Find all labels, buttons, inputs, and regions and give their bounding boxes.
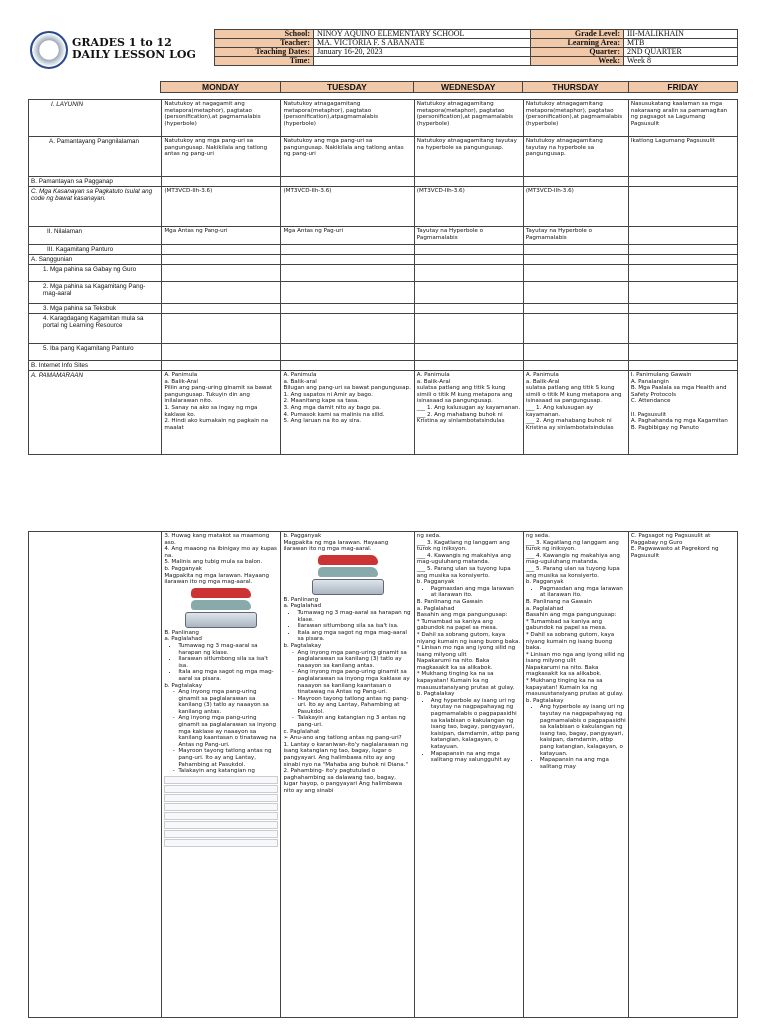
layunin-tue: Natutukoy atnagagamitang metapora(metaphor), pagtatao (personification),atpagmamalabis (hyperbole) [281,100,414,137]
pamamaraan-thu: A. Panimula a. Balik-Aral sulatsa patlang ang titik S kung simili o titik M kung metapora ang isinasaad sa pangungusap. ___ 1. Ang kalusugan ay kayamanan. ___ 2. Ang mahabang buhok ni Kristina ay sinlambotatsindulas [523,371,628,455]
pamamaraan-mon: A. Panimula a. Balik-Aral Piliin ang pang-uring ginamit sa bawat pangungusap. Tukuyin din ang inilalarawan nito. 1. Sanay na ako sa ingay ng mga kaklase ko. 2. Hindi ako kumakain ng pagkain na maalat [162,371,281,455]
wed-panlinang: B. Panlinang na Gawain a. Paglalahad Basahin ang mga pangungusap: * Tumambad sa kaniya ang gabundok na papel sa mesa. * Dahil sa sobrang gutom, kaya niyang kumain ng isang buong baka. * Linisan mo nga ang iyong silid ng isang milyong ulit Napakarumi na nito. Baka magkasakit ka sa alikabok. * Mukhang tinging ka na sa kapayatan! Kumain ka ng masusustansiyang prutas at gulay. b. Pagtalakay [416,598,521,698]
label-karagdagang: 4. Karagdagang Kagamitan mula sa portal ng Learning Resource [29,314,162,344]
tue-cont-top: b. Pagganyak Magpakita ng mga larawan. Hayaang ilarawan ito ng mga mag-aaral. [283,533,389,553]
tue-panlinang: B. Panlinang a. Paglalahad [283,596,322,610]
row-internet [29,361,738,371]
pamantayan-fri: Ikatlong Lagumang Pagsusulit [628,137,737,177]
row-kagamitang-pang-mag-aaral [29,282,738,304]
pamamaraan-wed: A. Panimula a. Balik-Aral sulatsa patlang ang titik S kung simili o titik M kung metapora ang isinasaad sa pangungusap. ___ 1. Ang kalusugan ay kayamanan. ___ 2. Ang mahabang buhok ni Kristina ay sinlambotatsindulas [414,371,523,455]
nilalaman-tue: Mga Antas ng Pag-uri [281,227,414,245]
tue-dash-item: - Ang inyong mga pang-uring ginamit sa paglalarawan sa inyong mga kaklase ay naaayon sa kanilang kaantasan o tinatawag na Antas ng Pang-uri. [297,669,411,695]
day-friday: FRIDAY [628,82,737,93]
pamantayan-mon: Natutukoy ang mga pang-uri sa pangungusap. Nakikilala ang tatlong antas ng pang-uri [162,137,281,177]
title-line-1: GRADES 1 to 12 [72,36,172,49]
van-image [185,612,257,628]
day-wednesday: WEDNESDAY [414,82,523,93]
dates-value: January 16-20, 2023 [314,48,531,57]
layunin-mon: Natutukoy at nagagamit ang metapora(metaphor), pagtatao (personification),at pagmamalabis (hyperbole) [162,100,281,137]
nilalaman-mon: Mga Antas ng Pang-uri [162,227,281,245]
day-thursday: THURSDAY [523,82,628,93]
week-label: Week: [531,57,624,66]
label-internet: B. Internet Info Sites [29,361,162,371]
page2-tue [281,532,414,1018]
layunin-wed: Natutukoy atnagagamitang metapora(metaphor), pagtatao (personification),at pagmamalabis (hyperbole) [414,100,523,137]
quarter-value: 2ND QUARTER [624,48,738,57]
row-karagdagang [29,314,738,344]
page2-thu [523,532,628,1018]
lesson-table-page-two [28,531,738,1018]
label-gabay: 1. Mga pahina sa Gabay ng Guro [29,265,162,282]
pamantayan-thu: Natutukoy atnagagamitang tayutay na hyperbole sa pangungusap. [523,137,628,177]
wed-cont-top: ng seda. ___ 3. Kagatlang ng langgam ang turok ng iniksyon. ___ 4. Kawangis ng makahiya ang mag-uguluhang matanda. ___ 5. Parang ulan sa tuyong lupa ang musika sa konsiyerto. b. Pagganyak [416,533,511,586]
car-images-tue [283,555,411,595]
day-monday: MONDAY [161,82,280,93]
row-teksbuk [29,304,738,314]
nilalaman-thu: Tayutay na Hyperbole o Pagmamalabis [523,227,628,245]
title-line-2: DAILY LESSON LOG [72,48,196,61]
time-label: Time: [215,57,314,66]
row-kagamitan [29,245,738,255]
page2-fri: C. Pagsagot ng Pagsusulit at Paggabay ng Guro E. Pagwawasto at Pagrekord ng Pagsusulit [628,532,737,1018]
label-sanggunian: A. Sanggunian [29,255,162,265]
silver-car-image [318,567,378,577]
page2-mon [162,532,281,1018]
area-value: MTB [624,39,738,48]
document-title [72,37,196,61]
wed-bullet: • Ang hyperbole ay isang uri ng tayutay na nagpapahayag ng pagmamalabis o pagpapasidhi sa kalabisan o kakulangan ng isang tao, bagay, pangyayari, kaisipan, damdamin, atbp pang katangian, kalagayan, o katayuan. [431,698,521,751]
row-pagganap [29,177,738,187]
header-info-table [214,29,738,66]
tue-list-item: • Itala ang mga sagot ng mga mag-aaral sa pisara. [297,630,411,643]
mon-dash-item: - Mayroon tayong tatlong antas ng pang-uri. Ito ay ang Lantay, Pahambing at Pasukdol. [178,748,278,768]
label-layunin: I. LAYUNIN [29,100,162,137]
label-kagamitan: III. Kagamitang Panturo [29,245,162,255]
page2-wed [414,532,523,1018]
car-images-mon [164,588,278,628]
label-kasanayan: C. Mga Kasanayan sa Pagkatuto Isulat ang code ng bawat kasanayan. [29,187,162,227]
red-car-image [318,555,378,565]
row-pamamaraan [29,371,738,455]
layunin-thu: Natutukoy atnagagamitang metapora(metaphor), pagtatao (personification),at pagmamalabis (hyperbole) [523,100,628,137]
mon-pagtalakay: b. Pagtalakay [164,682,203,689]
thu-bullet: • Mapapansin na ang mga salitang may [540,757,626,770]
tue-pagtalakay: b. Pagtalakay [283,642,322,649]
row-gabay [29,265,738,282]
row-layunin [29,100,738,137]
pamantayan-wed: Natutukoy atnagagamitang tayutay na hyperbole sa pangungusap. [414,137,523,177]
teacher-label: Teacher: [215,39,314,48]
school-value: NINOY AQUINO ELEMENTARY SCHOOL [314,30,531,39]
mon-dash-item: - Talakayin ang katangian ng [178,768,278,775]
time-value [314,57,531,66]
thu-bullet: • Ang hyperbole ay isang uri ng tayutay na nagpapahayag ng pagmamalabis o pagpapasidhi sa kalabisan o kakulangan ng isang tao, bagay, pangyayari, kaisipan, damdamin, atbp pang katangian, kalagayan, o katayuan. [540,704,626,757]
kasanayan-mon: (MT3VCD-IIh-3.6) [162,187,281,227]
grade-label: Grade Level: [531,30,624,39]
nilalaman-fri [628,227,737,245]
pamantayan-tue: Natutukoy ang mga pang-uri sa pangungusap. Nakikilala ang tatlong antas ng pang-uri [281,137,414,177]
nilalaman-wed: Tayutay na Hyperbole o Pagmamalabis [414,227,523,245]
grade-value: III-MALIKHAIN [624,30,738,39]
van-image [312,579,384,595]
tue-dash-item: - Mayroon tayong tatlong antas ng pang-uri. Ito ay ang Lantay, Pahambing at Pasukdol. [297,696,411,716]
quarter-label: Quarter: [531,48,624,57]
tue-dash-item: - Ang inyong mga pang-uring ginamit sa paglalarawan sa kanilang (3) tatlo ay naaayon sa kanilang antas. [297,650,411,670]
thu-bullet: • Pagmasdan ang mga larawan at ilarawan ito. [540,586,626,599]
day-header-row [28,81,738,93]
wed-bullet: • Pagmasdan ang mga larawan at ilarawan ito. [431,586,521,599]
tue-dash-item: - Talakayin ang katangian ng 3 antas ng pang-uri. [297,715,411,728]
silver-car-image [191,600,251,610]
day-tuesday: TUESDAY [280,82,413,93]
area-label: Learning Area: [531,39,624,48]
row-pamantayan [29,137,738,177]
pamamaraan-fri: I. Panimulang Gawain A. Panalangin B. Mga Paalala sa mga Health and Safety Protocols C. Attendance II. Pagsusulit A. Paghahanda ng mga Kagamitan B. Pagbibigay ng Panuto [628,371,737,455]
label-kagamitang-pang-mag-aaral: 2. Mga pahina sa Kagamitang Pang-mag-aaral [29,282,162,304]
school-label: School: [215,30,314,39]
kasanayan-thu: (MT3VCD-IIh-3.6) [523,187,628,227]
thu-panlinang: B. Panlinang na Gawain a. Paglalahad Basahin ang mga pangungusap: * Tumambad sa kaniya ang gabundok na papel sa mesa. * Dahil sa sobrang gutom, kaya niyang kumain ng isang buong baka. * Linisan mo nga ang iyong silid ng isang milyong ulit Napakarumi na nito. Baka magkasakit ka sa alikabok. * Mukhang tinging ka na sa kapayatan! Kumain ka ng masusustansiyang prutas at gulay. b. Pagtalakay [525,598,625,704]
mon-list-item: • Itala ang mga sagot ng mga mag-aaral sa pisara. [178,669,278,682]
thu-cont-top: ng seda. ___ 3. Kagatlang ng langgam ang turok ng iniksyon. ___ 4. Kawangis ng makahiya ang mag-uguluhang matanda. ___ 5. Parang ulan sa tuyong lupa ang musika sa konsiyerto. b. Pagganyak [525,533,620,586]
mon-panlinang: B. Panlinang a. Paglalahad [164,629,202,643]
label-pamantayan: A. Pamantayang Pangnilalaman [29,137,162,177]
embedded-worksheet-image [164,776,278,847]
tue-list-item: • Tumawag ng 3 mag-aaral sa harapan ng klase. [297,610,411,623]
label-pagganap: B. Pamantayan sa Pagganap [29,177,162,187]
label-iba-pang: 5. Iba pang Kagamitang Panturo [29,344,162,361]
row-kasanayan [29,187,738,227]
wed-bullet: • Mapapansin na ang mga salitang may salungguhit ay [431,751,521,764]
label-teksbuk: 3. Mga pahina sa Teksbuk [29,304,162,314]
layunin-fri: Nasusukatang kaalaman sa mga nakaraang aralin sa pamamagitan ng pagsagot sa Lagumang Pagsusulit [628,100,737,137]
mon-list-item: • Tumawag ng 3 mag-aaral sa harapan ng klase. [178,643,278,656]
row-nilalaman [29,227,738,245]
lesson-table [28,99,738,455]
label-pamamaraan: A. PAMAMARAAN [29,371,162,455]
mon-list-item: • Ilarawan sitlumbong sila sa isa't isa. [178,656,278,669]
tue-list-item: • Ilarawan sitlumbong sila sa isa't isa. [297,623,411,630]
row-iba-pang [29,344,738,361]
mon-dash-item: - Ang inyong mga pang-uring ginamit sa paglalarawan sa inyong mga kaklase ay naaayon sa kanilang kaantasan o tinatawag na Antas ng Pang-uri. [178,715,278,748]
mon-dash-item: - Ang inyong mga pang-uring ginamit sa paglalarawan sa kanilang (3) tatlo ay naaayon sa kanilang antas. [178,689,278,715]
kasanayan-fri [628,187,737,227]
mon-cont-top: 3. Huwag kang matakot sa maamong aso. 4. Ang maaong na ibinigay mo ay kupas na. 5. Malinis ang tubig mula sa balon. b. Pagganyak Magpakita ng mga larawan. Hayaang ilarawan ito ng mga mag-aaral. [164,533,277,586]
dates-label: Teaching Dates: [215,48,314,57]
red-car-image [191,588,251,598]
kasanayan-wed: (MT3VCD-IIh-3.6) [414,187,523,227]
kasanayan-tue: (MT3VCD-IIh-3.6) [281,187,414,227]
teacher-value: MA. VICTORIA F. S ABANATE [314,39,531,48]
day-header-spacer [28,82,161,93]
week-value: Week 8 [624,57,738,66]
label-nilalaman: II. Nilalaman [29,227,162,245]
row-sanggunian [29,255,738,265]
tue-paglalahat: c. Paglalahat ➢ Anu-ano ang tatlong antas ng pang-uri? 1. Lantay o karaniwan-ito'y naglalarawan ng isang katangian ng tao, bagay, lugar o pangyayari. Ang halimbawa nito ay ang sinabi nyo na "Mahaba ang buhok ni Diana." 2. Pahambing- ito'y pagtutulad o paghahambing sa dalawang tao, bagay, lugar hayop, o pangyayari Ang halimbawa nito ay ang sinabi [283,728,409,794]
page2-label-cell [29,532,162,1018]
pamamaraan-tue: A. Panimula a. Balik-aral Bilugan ang pang-uri sa bawat pangungusap. 1. Ang sapatos ni Amir ay bago. 2. Maanitang kape sa tasa. 3. Ang mga damit nito ay bago pa. 4. Pumasok kami sa malinis na silid. 5. Ang laruan na ito ay sira. [281,371,414,455]
deped-seal-logo [30,31,68,69]
